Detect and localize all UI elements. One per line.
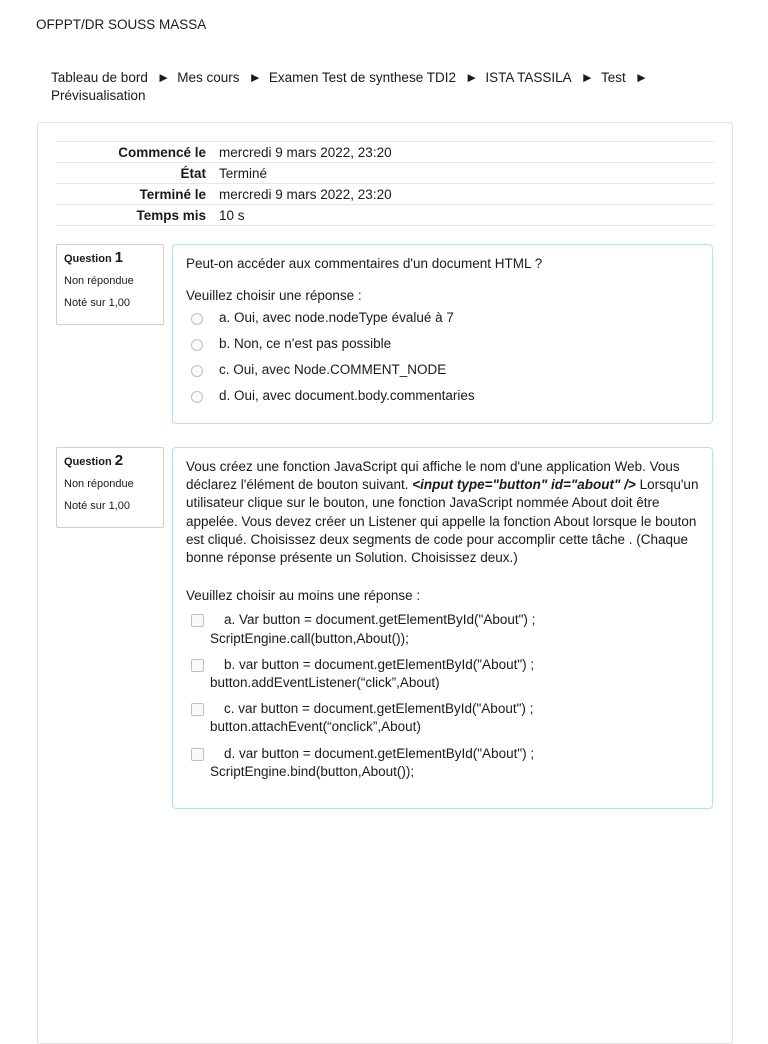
summary-label: Temps mis (136, 207, 206, 223)
radio-button[interactable] (191, 365, 203, 377)
question-number-value: 1 (114, 249, 124, 266)
answer-label: b. Non, ce n'est pas possible (219, 336, 392, 352)
main-region (37, 122, 733, 1044)
answer-label: c. Oui, avec Node.COMMENT_NODE (219, 362, 447, 378)
answer-label: a. Var button = document.getElementById("About") ; (224, 612, 536, 628)
answer-label: d. var button = document.getElementById("About") ; (224, 745, 535, 761)
code-snippet: <input type="button" id="about" /> (412, 477, 636, 493)
question-text: Peut-on accéder aux commentaires d'un document HTML ? (186, 256, 543, 271)
answer-label-line2: button.addEventListener(“click”,About) (210, 675, 440, 691)
summary-value: mercredi 9 mars 2022, 23:20 (219, 144, 392, 160)
summary-row-finished (56, 184, 714, 205)
question-grade: Noté sur 1,00 (64, 297, 131, 309)
answer-option-b[interactable] (191, 335, 699, 361)
radio-button[interactable] (191, 313, 203, 325)
answer-option-a[interactable] (191, 611, 699, 647)
question-text-part: Vous créez une fonction JavaScript qui affiche le nom d'une application Web. Vous déclarez l'élément de bouton suivant. (186, 459, 680, 493)
checkbox[interactable] (191, 703, 204, 716)
question-state: Non répondue (64, 478, 134, 490)
checkbox[interactable] (191, 614, 204, 627)
answer-prompt: Veuillez choisir au moins une réponse : (186, 588, 421, 604)
question-label: Question (64, 253, 112, 265)
summary-label: État (180, 165, 206, 181)
breadcrumb (51, 69, 691, 105)
breadcrumb-my-courses[interactable]: Mes cours (177, 70, 240, 85)
radio-button[interactable] (191, 391, 203, 403)
answer-label: d. Oui, avec document.body.commentaries (219, 388, 475, 404)
answer-label: c. var button = document.getElementById("About") ; (224, 701, 534, 717)
answer-option-b[interactable] (191, 656, 699, 692)
summary-label: Commencé le (118, 144, 206, 160)
breadcrumb-separator: ► (248, 70, 262, 85)
radio-button[interactable] (191, 339, 203, 351)
question-state: Non répondue (64, 275, 134, 287)
breadcrumb-test[interactable]: Test (601, 70, 626, 85)
summary-row-time (56, 205, 714, 226)
breadcrumb-separator: ► (580, 70, 595, 85)
question-number (64, 452, 156, 469)
answer-label-line2: ScriptEngine.bind(button,About()); (210, 763, 415, 779)
summary-row-state (56, 163, 714, 184)
question-2-content (172, 447, 713, 809)
question-label: Question (64, 456, 112, 468)
answer-option-a[interactable] (191, 309, 699, 335)
answer-label: b. var button = document.getElementById("About") ; (224, 656, 535, 672)
breadcrumb-separator: ► (634, 70, 649, 85)
question-1-content (172, 244, 713, 424)
question-2-info (56, 447, 164, 528)
question-text (186, 458, 699, 567)
summary-value: mercredi 9 mars 2022, 23:20 (219, 186, 392, 202)
breadcrumb-course[interactable]: Examen Test de synthese TDI2 (268, 70, 456, 85)
answer-option-c[interactable] (191, 361, 699, 387)
answer-option-d[interactable] (191, 387, 699, 413)
question-number (64, 249, 156, 266)
question-grade: Noté sur 1,00 (64, 500, 131, 512)
breadcrumb-preview[interactable]: Prévisualisation (51, 88, 146, 103)
summary-row-started (56, 142, 714, 163)
breadcrumb-section[interactable]: ISTA TASSILA (485, 70, 572, 85)
answer-option-c[interactable] (191, 700, 699, 736)
breadcrumb-dashboard[interactable]: Tableau de bord (51, 70, 148, 85)
summary-value: 10 s (219, 207, 245, 223)
summary-label: Terminé le (139, 186, 206, 202)
breadcrumb-separator: ► (464, 70, 479, 85)
answer-label: a. Oui, avec node.nodeType évalué à 7 (219, 310, 454, 326)
answer-label-line2: button.attachEvent(“onclick”,About) (210, 719, 421, 735)
question-number-value: 2 (114, 452, 124, 469)
question-text-part: Lorsqu'un utilisateur clique sur le bouton, une fonction JavaScript nommée About doit être appelée. Vous devez créer un Listener qui appelle la fonction About lorsque le bouton est cliqué. Choisissez deux segments de code pour accomplir cette tâche . (Chaque bonne réponse présente un Solution. Choisissez deux.) (186, 477, 699, 566)
question-1-info (56, 244, 164, 325)
breadcrumb-separator: ► (156, 70, 171, 85)
checkbox[interactable] (191, 659, 204, 672)
answer-option-d[interactable] (191, 745, 699, 781)
site-title[interactable]: OFPPT/DR SOUSS MASSA (36, 17, 207, 32)
answer-label-line2: ScriptEngine.call(button,About()); (210, 630, 409, 646)
answer-prompt: Veuillez choisir une réponse : (186, 288, 362, 304)
checkbox[interactable] (191, 748, 204, 761)
summary-value: Terminé (219, 165, 268, 181)
attempt-summary-table (56, 141, 714, 226)
